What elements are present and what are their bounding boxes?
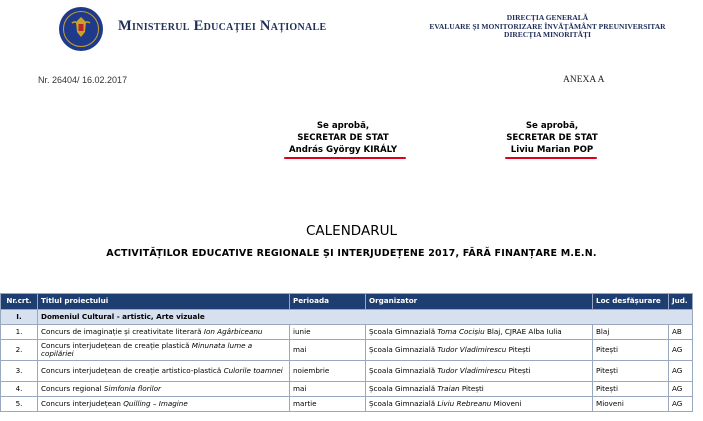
ministry-name: Ministerul Educației Naționale [118,18,327,34]
section-number: I. [1,310,38,325]
annex-label: ANEXA A [563,75,605,85]
table-row [1,397,693,412]
dept-line: DIRECȚIA MINORITĂȚI [504,30,591,40]
organizer: Școala Gimnazială Traian Pitești [366,382,593,397]
col-header-place: Loc desfășurare [593,294,669,310]
approve-label: Se aprobă, [316,121,370,131]
project-title: Concurs interjudețean de creație artistico-plastică Culorile toamnei [38,361,290,382]
organizer: Școala Gimnazială Liviu Rebreanu Mioveni [366,397,593,412]
approver-name: Liviu Marian POP [510,145,594,155]
row-number: 2. [1,340,38,361]
project-title: Concurs interjudețean Quilling – Imagine [38,397,290,412]
organizer: Școala Gimnazială Toma Cocișiu Blaj, CJRAE Alba Iulia [366,325,593,340]
department-block [405,14,690,40]
approval-block-1 [268,120,418,156]
project-title: Concurs de imaginație și creativitate literară Ion Agârbiceanu [38,325,290,340]
approver-role: SECRETAR DE STAT [297,133,389,143]
place: Pitești [593,361,669,382]
row-number: 4. [1,382,38,397]
period: martie [290,397,366,412]
col-header-title: Titlul proiectului [38,294,290,310]
document-number: Nr. 26404/ 16.02.2017 [38,75,128,85]
county: AG [669,397,693,412]
county: AB [669,325,693,340]
section-row [1,310,693,325]
row-number: 1. [1,325,38,340]
calendar-title: CALENDARUL [306,223,397,239]
col-header-county: Jud. [669,294,693,310]
place: Pitești [593,382,669,397]
place: Pitești [593,340,669,361]
table-row [1,340,693,361]
county: AG [669,382,693,397]
period: noiembrie [290,361,366,382]
approver-role: SECRETAR DE STAT [506,133,598,143]
project-title: Concurs interjudețean de creație plastică Minunata lume a copilăriei [38,340,290,361]
period: mai [290,382,366,397]
dept-line: DIRECȚIA GENERALĂ [506,13,589,22]
col-header-nr: Nr.crt. [1,294,38,310]
approve-label: Se aprobă, [525,121,579,131]
red-underline [505,157,597,159]
project-title: Concurs regional Simfonia florilor [38,382,290,397]
county: AG [669,340,693,361]
table-row [1,325,693,340]
table-row [1,361,693,382]
col-header-period: Perioada [290,294,366,310]
organizer: Școala Gimnazială Tudor Vladimirescu Pitești [366,361,593,382]
government-logo [58,6,104,52]
county: AG [669,361,693,382]
col-header-organizer: Organizator [366,294,593,310]
row-number: 3. [1,361,38,382]
calendar-subtitle: ACTIVITĂȚILOR EDUCATIVE REGIONALE ȘI INTERJUDEȚENE 2017, FĂRĂ FINANȚARE M.E.N. [106,248,597,259]
table-row [1,382,693,397]
activities-table [0,293,693,412]
place: Mioveni [593,397,669,412]
period: mai [290,340,366,361]
row-number: 5. [1,397,38,412]
approver-name: András György KIRÁLY [288,145,398,155]
table-header-row [1,294,693,310]
period: iunie [290,325,366,340]
organizer: Școala Gimnazială Tudor Vladimirescu Pitești [366,340,593,361]
place: Blaj [593,325,669,340]
approval-block-2 [477,120,627,156]
dept-line: EVALUARE ȘI MONITORIZARE ÎNVĂȚĂMÂNT PREUNIVERSITAR [429,21,666,31]
red-underline [284,157,406,159]
section-label: Domeniul Cultural - artistic, Arte vizuale [38,310,693,325]
